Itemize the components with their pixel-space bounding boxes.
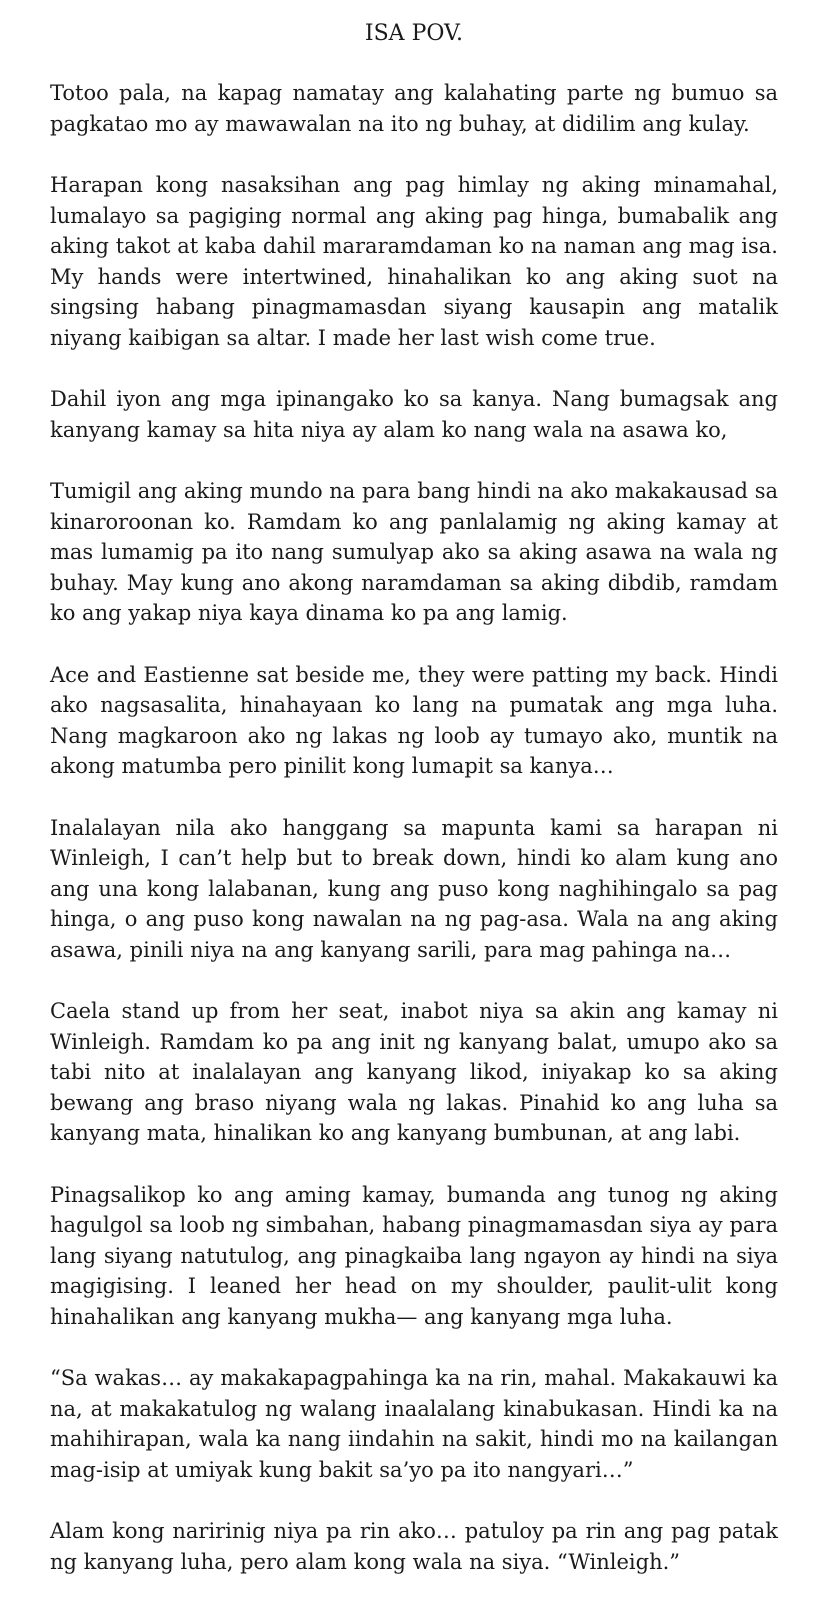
- paragraph-5: Ace and Eastienne sat beside me, they were patting my back. Hindi ako nagsasalita, hinahayaan ko lang na pumatak ang mga luha. Nang magkaroon ako ng lakas ng loob ay tumayo ako, muntik na akong matumba pero pinilit kong lumapit sa kanya…: [50, 662, 778, 778]
- document-page: [50, 18, 778, 1608]
- paragraph-7: Caela stand up from her seat, inabot niya sa akin ang kamay ni Winleigh. Ramdam ko pa ang init ng kanyang balat, umupo ako sa tabi nito at inalalayan ang kanyang likod, iniyakap ko sa aking bewang ang braso niyang wala ng lakas. Pinahid ko ang luha sa kanyang mata, hinalikan ko ang kanyang bumbunan, at ang labi.: [50, 999, 778, 1145]
- paragraph-8: Pinagsalikop ko ang aming kamay, bumanda ang tunog ng aking hagulgol sa loob ng simbahan, habang pinagmamasdan siya ay para lang siyang natutulog, ang pinagkaiba lang ngayon ay hindi na siya magigising. I leaned her head on my shoulder, paulit-ulit kong hinahalikan ang kanyang mukha— ang kanyang mga luha.: [50, 1182, 778, 1329]
- paragraph-2: Harapan kong nasaksihan ang pag himlay ng aking minamahal, lumalayo sa pagiging normal ang aking pag hinga, bumabalik ang aking takot at kaba dahil mararamdaman ko na naman ang mag isa. My hands were intertwined, hinahalikan ko ang aking suot na singsing habang pinagmamasdan siyang kausapin ang matalik niyang kaibigan sa altar. I made her last wish come true.: [50, 173, 778, 350]
- paragraph-1: Totoo pala, na kapag namatay ang kalahating parte ng bumuo sa pagkatao mo ay mawawalan na ito ng buhay, at didilim ang kulay.: [50, 81, 778, 136]
- paragraph-3: Dahil iyon ang mga ipinangako ko sa kanya. Nang bumagsak ang kanyang kamay sa hita niya ay alam ko nang wala na asawa ko,: [50, 387, 778, 442]
- paragraph-6: Inalalayan nila ako hanggang sa mapunta kami sa harapan ni Winleigh, I can’t help but to break down, hindi ko alam kung ano ang una kong lalabanan, kung ang puso kong naghihingalo sa pag hinga, o ang puso kong nawalan na ng pag-asa. Wala na ang aking asawa, pinili niya na ang kanyang sarili, para mag pahinga na…: [50, 815, 778, 962]
- paragraph-4: Tumigil ang aking mundo na para bang hindi na ako makakausad sa kinaroroonan ko. Ramdam ko ang panlalamig ng aking kamay at mas lumamig pa ito nang sumulyap ako sa aking asawa na wala ng buhay. May kung ano akong naramdaman sa aking dibdib, ramdam ko ang yakap niya kaya dinama ko pa ang lamig.: [50, 479, 778, 625]
- chapter-title: ISA POV.: [364, 21, 464, 46]
- paragraph-9: “Sa wakas… ay makakapagpahinga ka na rin, mahal. Makakauwi ka na, at makakatulog ng walang inaalalang kinabukasan. Hindi ka na mahihirapan, wala ka nang iindahin na sakit, hindi mo na kailangan mag-isip at umiyak kung bakit sa’yo pa ito nangyari…”: [50, 1366, 778, 1482]
- paragraph-10: Alam kong naririnig niya pa rin ako… patuloy pa rin ang pag patak ng kanyang luha, pero alam kong wala na siya. “Winleigh.”: [50, 1519, 778, 1574]
